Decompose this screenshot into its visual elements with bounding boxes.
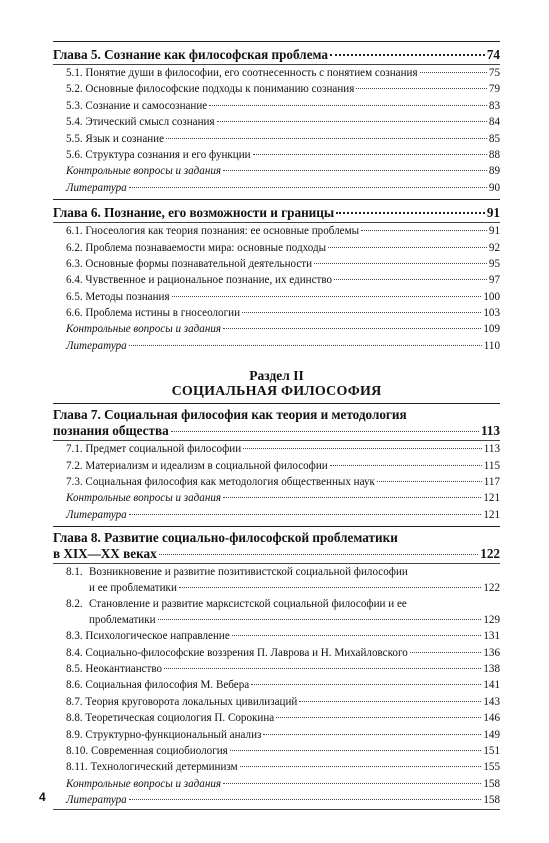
entry-title: Контрольные вопросы и задания	[66, 492, 222, 505]
page-ref: 79	[488, 83, 500, 96]
toc-entry[interactable]	[53, 677, 500, 693]
entry-title: 7.3. Социальная философия как методология общественных наук	[66, 476, 375, 489]
entry-title: 8.5. Неокантианство	[66, 662, 163, 675]
dot-leader	[172, 296, 482, 297]
page-ref: 141	[483, 679, 500, 692]
page-ref: 136	[483, 646, 500, 659]
toc-entry[interactable]	[53, 661, 500, 677]
entry-title: Литература	[66, 339, 127, 352]
entry-number: 8.2.	[66, 598, 83, 611]
dot-leader	[171, 431, 479, 432]
page-ref: 129	[483, 614, 500, 627]
entry-title-line1: Возникновение и развитие позитивистской социальной философии	[89, 566, 408, 579]
dot-leader	[223, 497, 481, 498]
chapter-title: Глава 6. Познание, его возможности и границы	[53, 205, 335, 221]
page-ref: 75	[488, 67, 500, 79]
entry-title: 8.6. Социальная философия М. Вебера	[66, 679, 250, 692]
toc-entry[interactable]	[53, 223, 500, 239]
toc-entry[interactable]	[53, 759, 500, 775]
dot-leader	[209, 105, 487, 106]
dot-leader	[166, 138, 487, 139]
entry-title: 6.3. Основные формы познавательной деятельности	[66, 257, 313, 270]
toc-entry[interactable]	[53, 65, 500, 81]
page-ref: 100	[483, 290, 500, 303]
part-title: СОЦИАЛЬНАЯ ФИЛОСОФИЯ	[171, 384, 382, 400]
page-ref: 155	[483, 761, 500, 774]
chapter-8-entry[interactable]	[53, 530, 500, 563]
page-ref: 122	[483, 582, 500, 595]
toc-entry-questions[interactable]	[53, 490, 500, 506]
entry-title: Литература	[66, 181, 127, 194]
entry-title: 6.4. Чувственное и рациональное познание, их единство	[66, 274, 333, 287]
dot-leader	[356, 88, 487, 89]
dot-leader	[410, 652, 482, 653]
table-of-contents	[53, 38, 500, 810]
toc-entry[interactable]	[53, 305, 500, 321]
divider	[53, 809, 500, 810]
entry-title: Контрольные вопросы и задания	[66, 777, 222, 790]
entry-title-line2: проблематики	[89, 614, 156, 627]
page-ref: 117	[483, 476, 500, 489]
entry-title: 8.9. Структурно-функциональный анализ	[66, 728, 262, 741]
dot-leader	[223, 783, 481, 784]
toc-entry-literature[interactable]	[53, 507, 500, 523]
dot-leader	[263, 734, 481, 735]
entry-title: 6.6. Проблема истины в гносеологии	[66, 307, 241, 320]
dot-leader	[164, 668, 481, 669]
page-ref: 158	[483, 794, 500, 807]
entry-title: 5.3. Сознание и самосознание	[66, 99, 208, 112]
dot-leader	[217, 121, 487, 122]
page-ref: 84	[488, 116, 500, 129]
entry-title: Литература	[66, 794, 127, 807]
page-ref: 158	[483, 777, 500, 790]
page-ref: 83	[488, 99, 500, 112]
chapter-title: Глава 5. Сознание как философская проблема	[53, 47, 329, 62]
divider	[53, 199, 500, 200]
toc-entry-multiline[interactable]	[53, 564, 500, 596]
divider	[53, 403, 500, 404]
chapter-title-line2: в XIX—XX веках	[53, 546, 157, 562]
toc-entry[interactable]	[53, 114, 500, 130]
dot-leader	[334, 279, 487, 280]
dot-leader	[158, 619, 482, 620]
toc-entry[interactable]	[53, 628, 500, 644]
entry-number: 8.1.	[66, 566, 83, 579]
toc-entry-literature[interactable]	[53, 180, 500, 196]
page-ref: 91	[486, 205, 500, 221]
toc-entry[interactable]	[53, 272, 500, 288]
divider	[53, 41, 500, 42]
page-ref: 91	[488, 225, 500, 238]
dot-leader	[223, 328, 481, 329]
dot-leader	[129, 799, 482, 800]
entry-title: Литература	[66, 508, 127, 521]
dot-leader	[314, 263, 487, 264]
toc-entry-literature[interactable]	[53, 338, 500, 354]
chapter-title-line1: Глава 7. Социальная философия как теория и методология	[53, 407, 407, 423]
entry-title: Контрольные вопросы и задания	[66, 323, 222, 336]
toc-entry[interactable]	[53, 645, 500, 661]
entry-title: 7.2. Материализм и идеализм в социальной философии	[66, 459, 328, 472]
dot-leader	[361, 230, 487, 231]
dot-leader	[328, 247, 487, 248]
chapter-title-line1: Глава 8. Развитие социально-философской проблематики	[53, 530, 398, 546]
toc-entry-questions[interactable]	[53, 776, 500, 792]
toc-entry[interactable]	[53, 98, 500, 114]
entry-title: 8.10. Современная социобиология	[66, 744, 228, 757]
entry-title: 5.4. Этический смысл сознания	[66, 116, 215, 129]
toc-entry[interactable]	[53, 710, 500, 726]
page-ref: 88	[488, 148, 500, 161]
page-ref: 121	[483, 492, 500, 505]
chapter-title-line2: познания общества	[53, 423, 169, 439]
dot-leader	[299, 701, 481, 702]
page-ref: 110	[483, 339, 500, 352]
page-ref: 149	[483, 728, 500, 741]
dot-leader	[230, 750, 482, 751]
toc-entry[interactable]	[53, 441, 500, 457]
dot-leader	[129, 345, 482, 346]
dot-leader	[377, 481, 482, 482]
page-ref: 109	[483, 323, 500, 336]
entry-title: 5.5. Язык и сознание	[66, 132, 165, 145]
entry-title: 8.7. Теория круговорота локальных цивилизаций	[66, 695, 298, 708]
entry-title: 8.11. Технологический детерминизм	[66, 761, 238, 774]
page-ref: 146	[483, 712, 500, 725]
entry-title: 5.2. Основные философские подходы к пониманию сознания	[66, 83, 355, 96]
page-ref: 74	[486, 47, 500, 62]
entry-title: 7.1. Предмет социальной философии	[66, 443, 242, 456]
entry-title-line1: Становление и развитие марксистской социальной философии и ее	[89, 598, 407, 611]
dot-leader	[129, 187, 487, 188]
toc-entry[interactable]	[53, 727, 500, 743]
dot-leader	[232, 635, 482, 636]
page-ref: 113	[480, 423, 500, 439]
page-ref: 143	[483, 695, 500, 708]
page-ref: 113	[483, 443, 500, 456]
toc-entry[interactable]	[53, 289, 500, 305]
toc-entry-literature[interactable]	[53, 792, 500, 808]
page-ref: 92	[488, 241, 500, 254]
entry-title: Контрольные вопросы и задания	[66, 165, 222, 178]
toc-entry[interactable]	[53, 743, 500, 759]
page-ref: 138	[483, 662, 500, 675]
dot-leader	[330, 465, 482, 466]
dot-leader	[223, 170, 487, 171]
dot-leader	[240, 766, 482, 767]
page-ref: 95	[488, 257, 500, 270]
page-number: 4	[39, 790, 46, 804]
toc-entry-questions[interactable]	[53, 321, 500, 337]
dot-leader	[253, 154, 487, 155]
entry-title: 8.4. Социально-философские воззрения П. Лаврова и Н. Михайловского	[66, 646, 408, 659]
entry-title: 6.2. Проблема познаваемости мира: основные подходы	[66, 241, 327, 254]
dot-leader	[251, 684, 481, 685]
toc-entry-multiline[interactable]	[53, 596, 500, 628]
chapter-6-entry[interactable]	[53, 203, 500, 222]
toc-entry-questions[interactable]	[53, 163, 500, 179]
divider	[53, 526, 500, 527]
toc-entry[interactable]	[53, 240, 500, 256]
dot-leader	[179, 587, 481, 588]
dot-leader	[242, 312, 481, 313]
toc-entry[interactable]	[53, 694, 500, 710]
entry-title: 8.3. Психологическое направление	[66, 630, 230, 643]
toc-entry[interactable]	[53, 474, 500, 490]
toc-entry[interactable]	[53, 81, 500, 97]
toc-entry[interactable]	[53, 256, 500, 272]
toc-entry[interactable]	[53, 458, 500, 474]
page-ref: 89	[488, 165, 500, 178]
dot-leader	[330, 54, 485, 56]
dot-leader	[276, 717, 481, 718]
dot-leader	[159, 554, 479, 555]
chapter-7-entry[interactable]	[53, 407, 500, 440]
page-ref: 115	[483, 459, 500, 472]
dot-leader	[420, 72, 487, 73]
page-ref: 97	[488, 274, 500, 287]
entry-title: 8.8. Теоретическая социология П. Сорокина	[66, 712, 275, 725]
toc-entry[interactable]	[53, 147, 500, 163]
entry-title: 5.6. Структура сознания и его функции	[66, 148, 251, 161]
entry-title: 5.1. Понятие души в философии, его соотнесенность с понятием сознания	[66, 67, 418, 79]
entry-title: 6.1. Гносеология как теория познания: ее основные проблемы	[66, 225, 360, 238]
page-ref: 90	[488, 181, 500, 194]
entry-title-line2: и ее проблематики	[89, 582, 177, 595]
dot-leader	[336, 212, 485, 214]
entry-title: 6.5. Методы познания	[66, 290, 170, 303]
part-label: Раздел II	[249, 368, 304, 384]
page-ref: 121	[483, 508, 500, 521]
page-ref: 103	[483, 307, 500, 320]
page-ref: 122	[480, 546, 500, 562]
page-ref: 85	[488, 132, 500, 145]
page-ref: 131	[483, 630, 500, 643]
dot-leader	[129, 514, 482, 515]
dot-leader	[243, 448, 482, 449]
chapter-5-entry[interactable]	[53, 45, 500, 64]
page-ref: 151	[483, 744, 500, 757]
toc-entry[interactable]	[53, 131, 500, 147]
